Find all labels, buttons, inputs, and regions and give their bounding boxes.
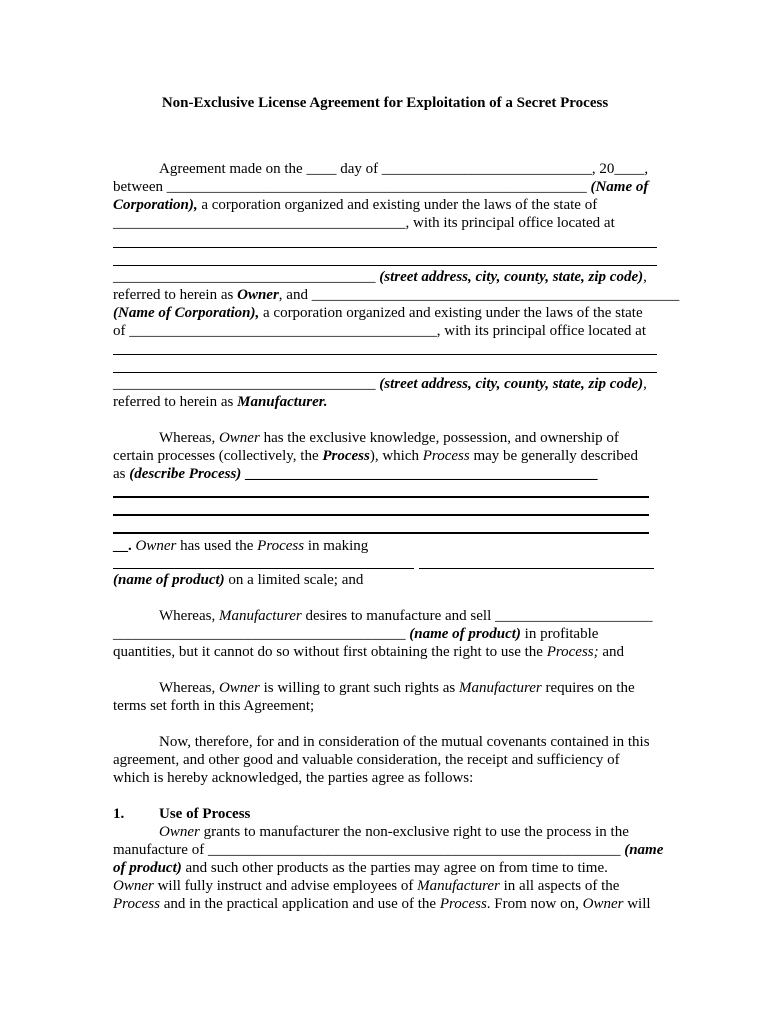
manufacturer-state-line: of _________________________________________, with its principal office located at — [113, 323, 646, 339]
process-blank-3 — [113, 532, 649, 534]
manufacturer-address-line: ___________________________________ (street address, city, county, state, zip code), — [113, 376, 647, 392]
intro-line-2: between ________________________________________________________ (Name of — [113, 179, 649, 195]
whereas-1-line-3: as (describe Process) _______________________________________________ — [113, 466, 598, 482]
product-blank-2 — [419, 568, 654, 569]
whereas-3-line-1: Whereas, Owner is willing to grant such rights as Manufacturer requires on the — [159, 680, 635, 696]
owner-address-blank-2 — [113, 265, 657, 266]
whereas-1-line-2: certain processes (collectively, the Process), which Process may be generally described — [113, 448, 638, 464]
process-blank-1 — [113, 496, 649, 498]
page-title: Non-Exclusive License Agreement for Exploitation of a Secret Process — [161, 95, 609, 111]
intro-line-3: Corporation), a corporation organized and existing under the laws of the state of — [113, 197, 598, 213]
section-1-line-5: Process and in the practical application and use of the Process. From now on, Owner will — [113, 896, 651, 912]
whereas-2-line-1: Whereas, Manufacturer desires to manufacture and sell _____________________ — [159, 608, 653, 624]
section-1-line-3: of product) and such other products as the parties may agree on from time to time. — [113, 860, 608, 876]
manufacturer-address-blank-1 — [113, 354, 657, 355]
whereas-2-line-3: quantities, but it cannot do so without first obtaining the right to use the Process; and — [113, 644, 625, 660]
intro-line-1: Agreement made on the ____ day of ____________________________, 20____, — [159, 161, 649, 177]
address-tag: (street address, city, county, state, zip code) — [379, 269, 644, 285]
whereas-3-line-2: terms set forth in this Agreement; — [113, 698, 315, 714]
intro-line-4: _______________________________________, with its principal office located at — [113, 215, 615, 231]
whereas-1-line-end: __. Owner has used the Process in making — [113, 538, 369, 554]
section-1-line-2: manufacture of _______________________________________________________ (name — [113, 842, 664, 858]
section-1-heading: Use of Process — [159, 806, 251, 822]
manufacturer-reference: referred to herein as Manufacturer. — [113, 394, 328, 410]
now-therefore-line-1: Now, therefore, for and in consideration of the mutual covenants contained in this — [159, 734, 650, 750]
process-blank-2 — [113, 514, 649, 516]
section-1-number: 1. — [113, 806, 125, 822]
now-therefore-line-2: agreement, and other good and valuable consideration, the receipt and sufficiency of — [113, 752, 620, 768]
whereas-2-line-2: _______________________________________ (name of product) in profitable — [113, 626, 599, 642]
whereas-1-line-1: Whereas, Owner has the exclusive knowledge, possession, and ownership of — [159, 430, 619, 446]
whereas-1-product-line: (name of product) on a limited scale; and — [113, 572, 364, 588]
owner-reference: referred to herein as Owner, and _________________________________________________ — [113, 287, 680, 303]
section-1-line-1: Owner grants to manufacturer the non-exclusive right to use the process in the — [159, 824, 629, 840]
now-therefore-line-3: which is hereby acknowledged, the parties agree as follows: — [113, 770, 474, 786]
owner-address-line: ___________________________________ (street address, city, county, state, zip code), — [113, 269, 647, 285]
manufacturer-corp-line: (Name of Corporation), a corporation organized and existing under the laws of the state — [113, 305, 643, 321]
owner-address-blank-1 — [113, 247, 657, 248]
section-1-line-4: Owner will fully instruct and advise employees of Manufacturer in all aspects of the — [113, 878, 620, 894]
manufacturer-address-blank-2 — [113, 372, 657, 373]
product-blank-1 — [113, 568, 414, 569]
